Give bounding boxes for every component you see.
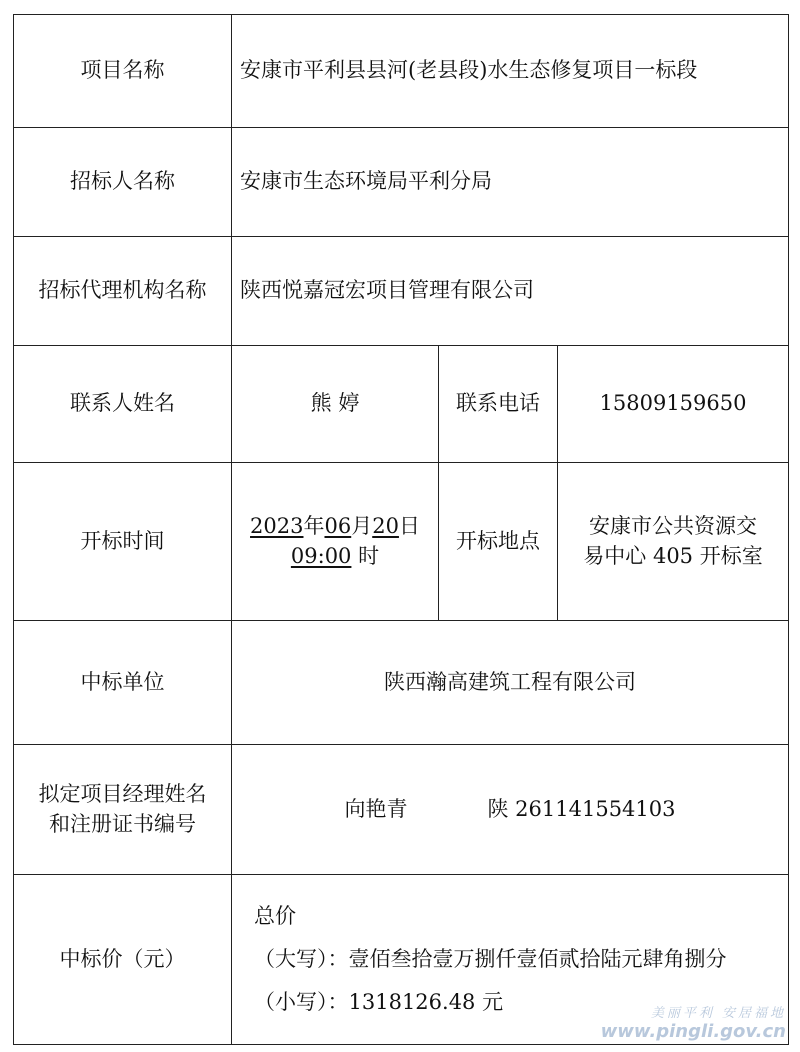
manager-label [14, 745, 232, 875]
project-name-value: 安康市平利县县河(老县段)水生态修复项目一标段 [232, 15, 789, 128]
manager-name: 向艳青 [344, 796, 408, 821]
row-winner [14, 621, 789, 745]
watermark-url: www.pingli.gov.cn [600, 1021, 786, 1042]
opening-clock [240, 542, 430, 571]
price-label: 中标价（元） [14, 875, 232, 1045]
opening-location-value [558, 463, 789, 621]
winner-value: 陕西瀚高建筑工程有限公司 [232, 621, 789, 745]
opening-hour-unit: 时 [358, 543, 380, 568]
row-tenderer [14, 128, 789, 237]
manager-label-line2: 和注册证书编号 [49, 811, 196, 836]
opening-hour: 09:00 [290, 543, 352, 568]
manager-label-line1: 拟定项目经理姓名 [38, 782, 207, 807]
price-total-label: 总价 [254, 903, 296, 928]
row-manager [14, 745, 789, 875]
opening-location-line1: 安康市公共资源交 [589, 514, 757, 539]
row-contact [14, 346, 789, 463]
contact-name-value: 熊 婷 [232, 346, 439, 463]
opening-date [240, 512, 430, 541]
opening-month: 06 [324, 514, 352, 539]
manager-value [232, 745, 789, 875]
agency-value: 陕西悦嘉冠宏项目管理有限公司 [232, 237, 789, 346]
price-lowercase: （小写）：1318126.48 元 [254, 990, 504, 1015]
tenderer-value: 安康市生态环境局平利分局 [232, 128, 789, 237]
project-name-label: 项目名称 [14, 15, 232, 128]
tenderer-label: 招标人名称 [14, 128, 232, 237]
opening-location-label: 开标地点 [439, 463, 558, 621]
opening-time-label: 开标时间 [14, 463, 232, 621]
opening-month-unit: 月 [351, 514, 373, 539]
bid-result-table [13, 14, 789, 1045]
agency-label: 招标代理机构名称 [14, 237, 232, 346]
opening-time-value [232, 463, 439, 621]
row-opening [14, 463, 789, 621]
opening-year: 2023 [250, 514, 304, 539]
opening-location-line2: 易中心 405 开标室 [583, 543, 763, 568]
row-project-name [14, 15, 789, 128]
site-watermark [601, 1002, 786, 1042]
phone-value: 15809159650 [558, 346, 789, 463]
opening-day: 20 [372, 514, 399, 539]
phone-label: 联系电话 [439, 346, 558, 463]
watermark-slogan: 美丽平利 安居福地 [650, 1006, 786, 1021]
contact-label: 联系人姓名 [14, 346, 232, 463]
opening-day-unit: 日 [398, 514, 420, 539]
manager-cert: 陕 261141554103 [487, 796, 676, 821]
row-agency [14, 237, 789, 346]
winner-label: 中标单位 [14, 621, 232, 745]
opening-year-unit: 年 [303, 514, 325, 539]
price-uppercase: （大写）：壹佰叁拾壹万捌仟壹佰贰拾陆元肆角捌分 [254, 946, 727, 971]
